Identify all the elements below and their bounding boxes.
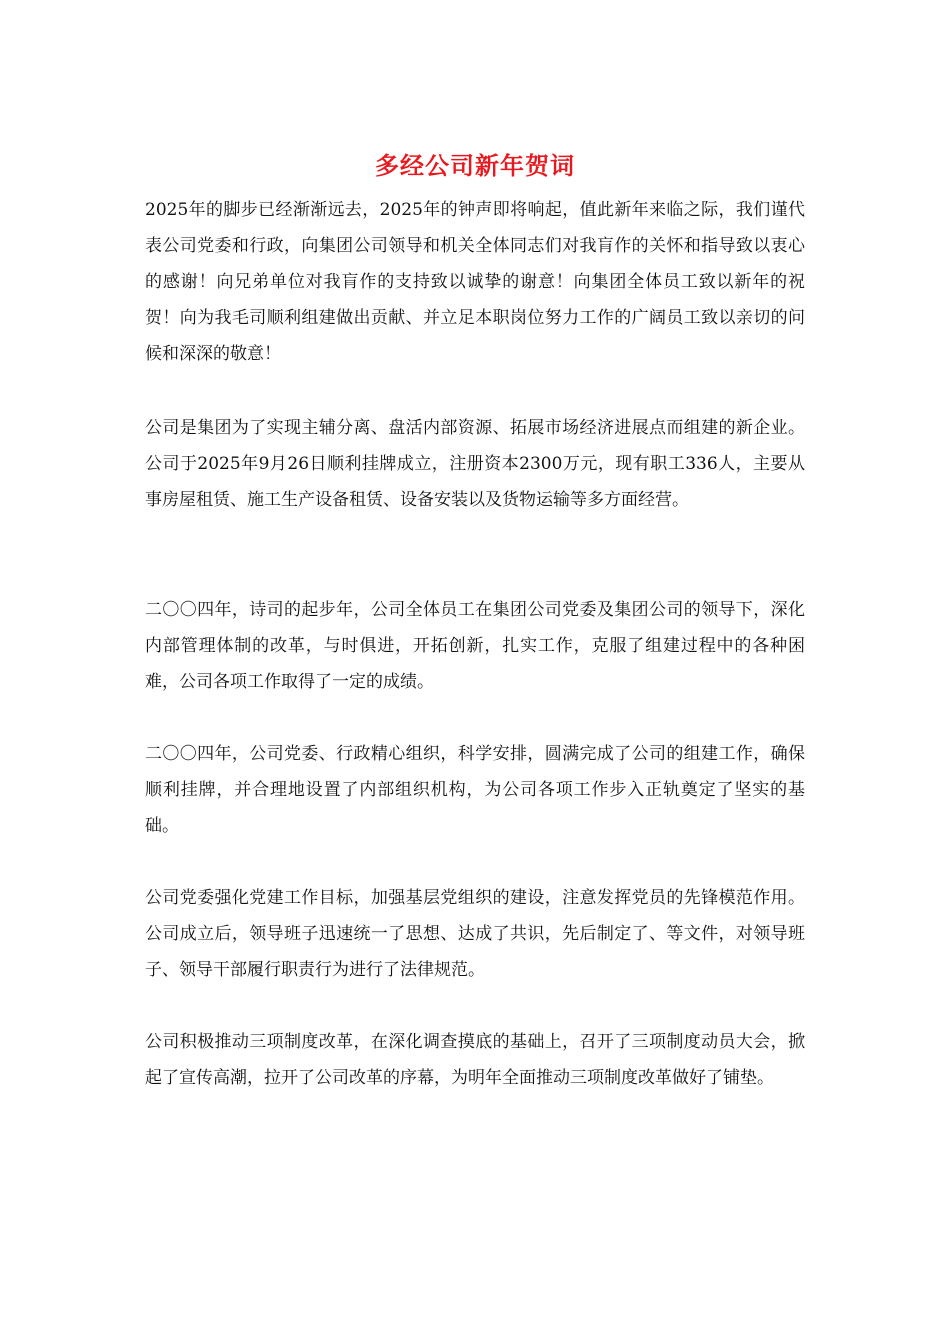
paragraph-6	[145, 1024, 805, 1096]
paragraph-2	[145, 410, 805, 518]
paragraph-text: 公司是集团为了实现主辅分离、盘活内部资源、拓展市场经济进展点而组建的新企业。公司于2025年9月26日顺利挂牌成立，注册资本2300万元，现有职工336人，主要从事房屋租赁、施工生产设备租赁、设备安装以及货物运输等多方面经营。	[145, 418, 805, 510]
paragraph-text: 2025年的脚步已经渐渐远去，2025年的钟声即将响起，值此新年来临之际，我们谨代表公司党委和行政，向集团公司领导和机关全体同志们对我肓作的关怀和指导致以衷心的感谢！向兄弟单位对我肓作的支持致以诚挚的谢意！向集团全体员工致以新年的祝贺！向为我毛司顺利组建做出贡献、并立足本职岗位努力工作的广阔员工致以亲切的问候和深深的敬意！	[145, 200, 805, 364]
paragraph-4	[145, 736, 805, 844]
document-title: 多经公司新年贺词	[375, 151, 575, 180]
paragraph-1	[145, 192, 805, 372]
paragraph-text: 二〇〇四年，公司党委、行政精心组织，科学安排，圆满完成了公司的组建工作，确保顺利挂牌，并合理地设置了内部组织机构，为公司各项工作步入正轨奠定了坚实的基础。	[145, 744, 805, 836]
paragraph-3	[145, 592, 805, 700]
paragraph-text: 公司积极推动三项制度改革，在深化调查摸底的基础上，召开了三项制度动员大会，掀起了宣传高潮，拉开了公司改革的序幕，为明年全面推动三项制度改革做好了铺垫。	[145, 1032, 805, 1088]
paragraph-text: 公司党委强化党建工作目标，加强基层党组织的建设，注意发挥党员的先锋模范作用。公司成立后，领导班子迅速统一了思想、达成了共识，先后制定了、等文件，对领导班子、领导干部履行职责行为进行了法律规范。	[145, 888, 805, 980]
paragraph-5	[145, 880, 805, 988]
paragraph-text: 二〇〇四年，诗司的起步年，公司全体员工在集团公司党委及集团公司的领导下，深化内部管理体制的改革，与时俱进，开拓创新，扎实工作，克服了组建过程中的各种困难，公司各项工作取得了一定的成绩。	[145, 600, 805, 692]
